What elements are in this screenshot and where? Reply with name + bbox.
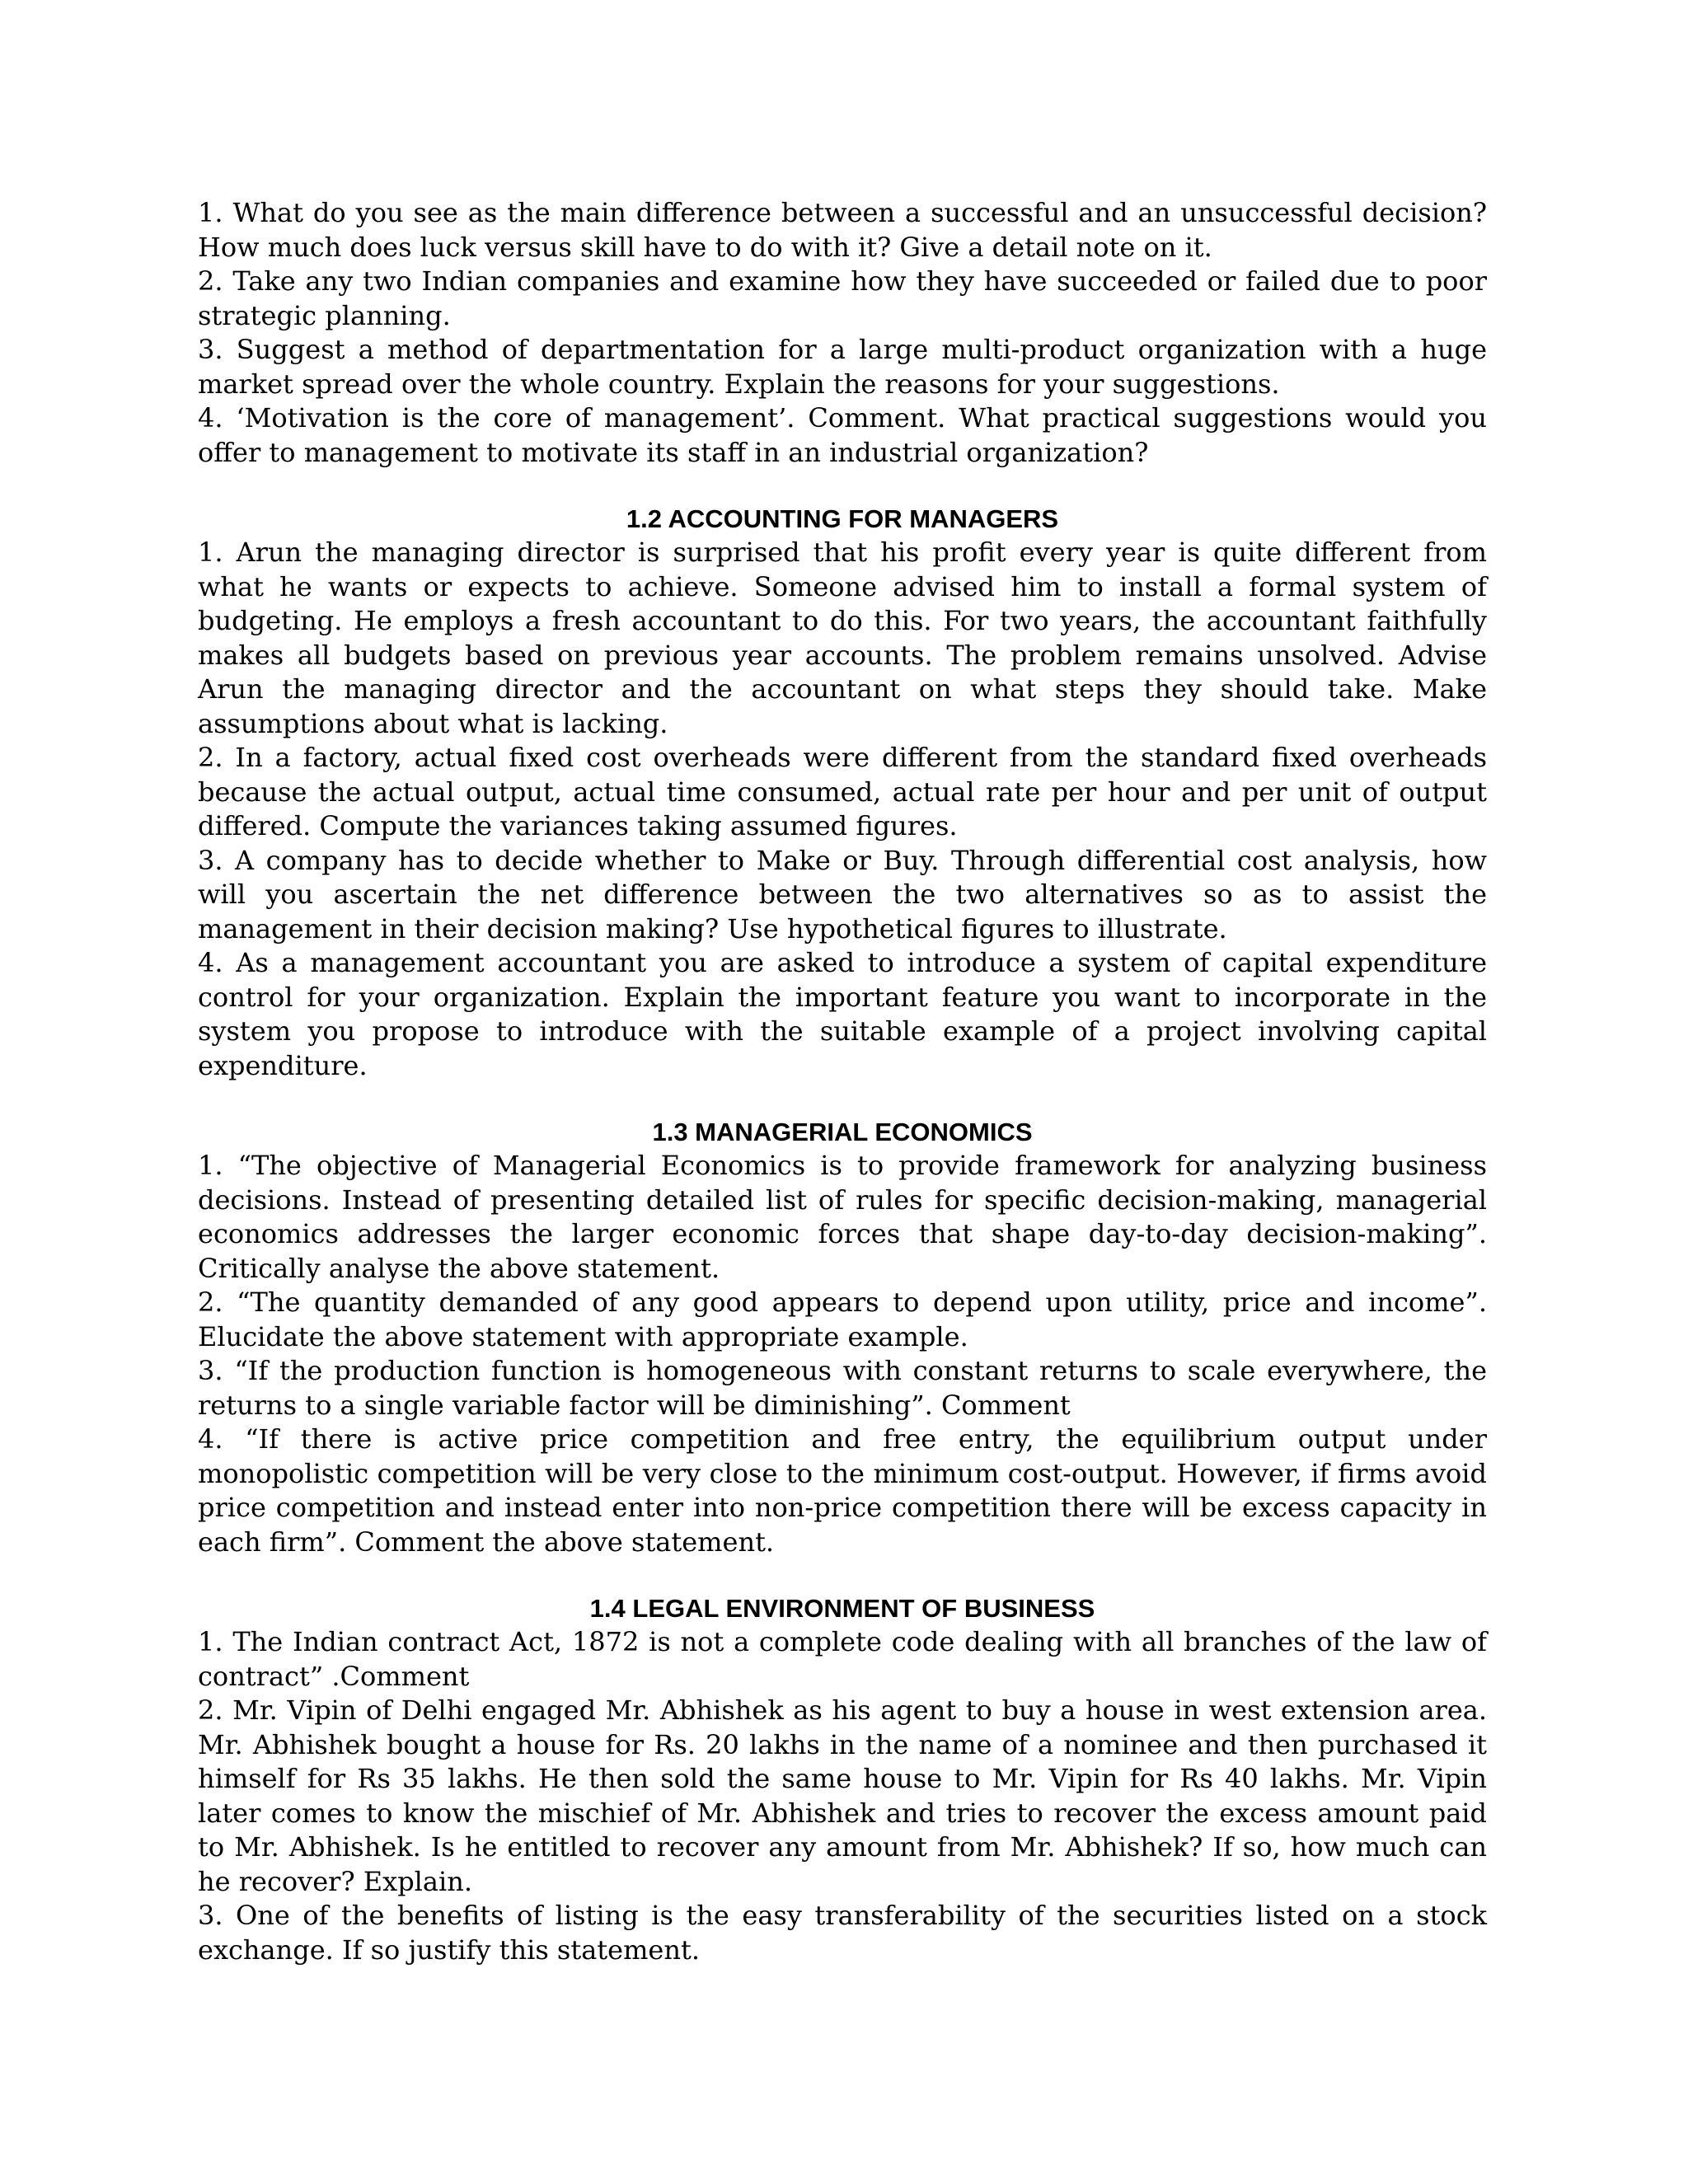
question-item: 1. “The objective of Managerial Economics is to provide framework for analyzing business decisions. Instead of presenting detailed list of rules for specific decision-making, managerial economics addresses the larger economic forces that shape day-to-day decision-making”. Critically analyse the above statement.: [198, 1150, 1487, 1284]
question-item: 3. “If the production function is homogeneous with constant returns to scale everywhere, the returns to a single variable factor will be diminishing”. Comment: [198, 1355, 1487, 1421]
section-managerial-economics: [198, 1116, 1487, 1559]
question-item: 1. Arun the managing director is surprised that his profit every year is quite different from what he wants or expects to achieve. Someone advised him to install a formal system of budgeting. He employs a fresh accountant to do this. For two years, the accountant faithfully makes all budgets based on previous year accounts. The problem remains unsolved. Advise Arun the managing director and the accountant on what steps they should take. Make assumptions about what is lacking.: [198, 537, 1487, 739]
question-item: 1. The Indian contract Act, 1872 is not a complete code dealing with all branches of the law of contract” .Comment: [198, 1626, 1487, 1692]
section-legal-environment-of-business: [198, 1592, 1487, 1967]
question-item: 3. A company has to decide whether to Make or Buy. Through differential cost analysis, how will you ascertain the net difference between the two alternatives so as to assist the management in their decision making? Use hypothetical figures to illustrate.: [198, 844, 1487, 944]
question-item: 3. One of the benefits of listing is the easy transferability of the securities listed on a stock exchange. If so justify this statement.: [198, 1900, 1487, 1966]
section-heading: 1.4 LEGAL ENVIRONMENT OF BUSINESS: [589, 1594, 1095, 1623]
question-item: 4. ‘Motivation is the core of management’. Comment. What practical suggestions would you offer to management to motivate its staff in an industrial organization?: [198, 402, 1487, 468]
question-item: 2. In a factory, actual fixed cost overheads were different from the standard fixed overheads because the actual output, actual time consumed, actual rate per hour and per unit of output differed. Compute the variances taking assumed figures.: [198, 742, 1487, 841]
section-accounting-for-managers: [198, 503, 1487, 1083]
question-item: 3. Suggest a method of departmentation for a large multi-product organization with a huge market spread over the whole country. Explain the reasons for your suggestions.: [198, 334, 1487, 400]
section-heading: 1.3 MANAGERIAL ECONOMICS: [652, 1118, 1033, 1146]
section-heading: 1.2 ACCOUNTING FOR MANAGERS: [626, 504, 1059, 533]
question-item: 4. “If there is active price competition and free entry, the equilibrium output under monopolistic competition will be very close to the minimum cost-output. However, if firms avoid price competition and instead enter into non-price competition there will be excess capacity in each firm”. Comment the above statement.: [198, 1423, 1487, 1558]
question-item: 4. As a management accountant you are asked to introduce a system of capital expenditure control for your organization. Explain the important feature you want to incorporate in the system you propose to introduce with the suitable example of a project involving capital expenditure.: [198, 947, 1487, 1081]
question-item: 2. “The quantity demanded of any good appears to depend upon utility, price and income”. Elucidate the above statement with appropriate example.: [198, 1286, 1487, 1352]
question-item: 2. Mr. Vipin of Delhi engaged Mr. Abhishek as his agent to buy a house in west extension area. Mr. Abhishek bought a house for Rs. 20 lakhs in the name of a nominee and then purchased it himself for Rs 35 lakhs. He then sold the same house to Mr. Vipin for Rs 40 lakhs. Mr. Vipin later comes to know the mischief of Mr. Abhishek and tries to recover the excess amount paid to Mr. Abhishek. Is he entitled to recover any amount from Mr. Abhishek? If so, how much can he recover? Explain.: [198, 1694, 1487, 1897]
question-item: 1. What do you see as the main difference between a successful and an unsuccessful decision? How much does luck versus skill have to do with it? Give a detail note on it.: [198, 197, 1487, 263]
document-page: [198, 196, 1487, 1967]
intro-question-list: [198, 196, 1487, 470]
question-item: 2. Take any two Indian companies and examine how they have succeeded or failed due to poor strategic planning.: [198, 265, 1487, 331]
